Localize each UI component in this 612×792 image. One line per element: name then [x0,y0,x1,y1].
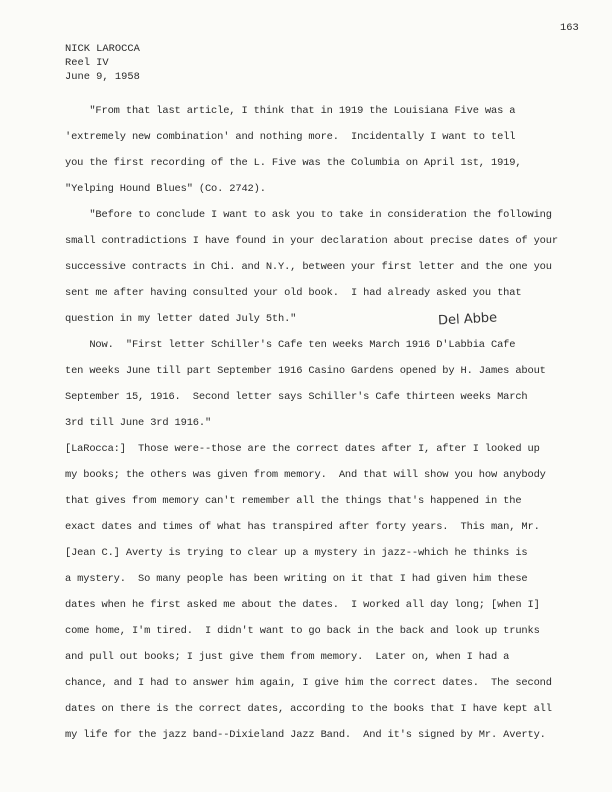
text-line: you the first recording of the L. Five was the Columbia on April 1st, 1919, [65,157,522,169]
text-line: my life for the jazz band--Dixieland Jazz Band. And it's signed by Mr. Averty. [65,729,546,741]
interviewee-name: NICK LAROCCA [65,43,140,55]
page-number: 163 [560,22,579,34]
text-line: my books; the others was given from memory. And that will show you how anybody [65,469,546,481]
text-line: exact dates and times of what has transpired after forty years. This man, Mr. [65,521,540,533]
text-line: [Jean C.] Averty is trying to clear up a mystery in jazz--which he thinks is [65,547,528,559]
reel-label: Reel IV [65,57,109,69]
text-line: dates on there is the correct dates, according to the books that I have kept all [65,703,552,715]
text-line: come home, I'm tired. I didn't want to go back in the back and look up trunks [65,625,540,637]
text-line: a mystery. So many people has been writing on it that I had given him these [65,573,528,585]
text-line: dates when he first asked me about the dates. I worked all day long; [when I] [65,599,540,611]
text-line: "Before to conclude I want to ask you to take in consideration the following [65,209,552,221]
text-line: and pull out books; I just give them from memory. Later on, when I had a [65,651,510,663]
interview-date: June 9, 1958 [65,71,140,83]
text-line: Now. "First letter Schiller's Cafe ten weeks March 1916 D'Labbia Cafe [65,339,516,351]
text-line: chance, and I had to answer him again, I give him the correct dates. The second [65,677,552,689]
text-line: that gives from memory can't remember all the things that's happened in the [65,495,522,507]
transcript-header [65,42,140,84]
text-line: successive contracts in Chi. and N.Y., between your first letter and the one you [65,261,552,273]
text-line: small contradictions I have found in your declaration about precise dates of your [65,235,558,247]
text-line: "From that last article, I think that in 1919 the Louisiana Five was a [65,105,516,117]
text-line: "Yelping Hound Blues" (Co. 2742). [65,183,266,195]
handwritten-annotation: Del Abbe [437,310,498,329]
text-line: September 15, 1916. Second letter says Schiller's Cafe thirteen weeks March [65,391,528,403]
text-line: sent me after having consulted your old book. I had already asked you that [65,287,522,299]
text-line: question in my letter dated July 5th." [65,313,297,325]
text-line: 'extremely new combination' and nothing more. Incidentally I want to tell [65,131,516,143]
text-line: 3rd till June 3rd 1916." [65,417,212,429]
text-line: [LaRocca:] Those were--those are the correct dates after I, after I looked up [65,443,540,455]
text-line: ten weeks June till part September 1916 Casino Gardens opened by H. James about [65,365,546,377]
transcript-body [65,98,597,748]
